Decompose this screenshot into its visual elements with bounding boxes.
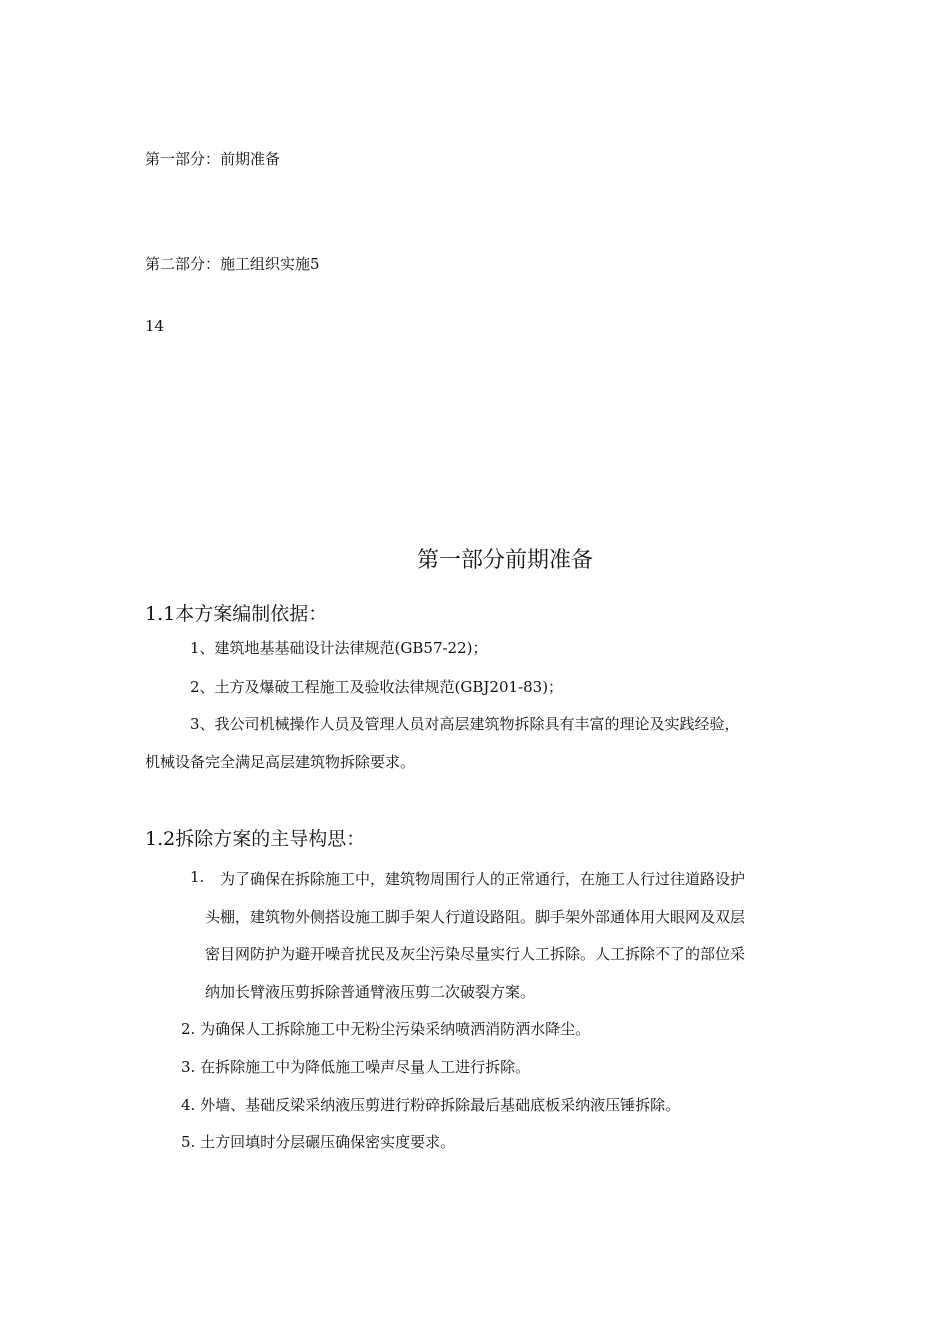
section-1-item-3-line-2: 机械设备完全满足高层建筑物拆除要求。 (145, 753, 416, 771)
section-2-item-1-line-4: 纳加长臂液压剪拆除普通臂液压剪二次破裂方案。 (205, 983, 536, 1001)
section-2-item-2: 2. 为确保人工拆除施工中无粉尘污染采纳喷洒消防洒水降尘。 (181, 1020, 591, 1038)
section-2-item-1-line-3: 密目网防护为避开噪音扰民及灰尘污染尽量实行人工拆除。人工拆除不了的部位采 (205, 945, 746, 963)
section-2-heading: 1.2拆除方案的主导构思： (145, 828, 366, 850)
toc-page-number: 14 (145, 317, 165, 335)
section-2-item-1-number: 1. (190, 868, 205, 886)
section-2-item-4: 4. 外墙、基础反梁采纳液压剪进行粉碎拆除最后基础底板采纳液压锤拆除。 (181, 1096, 681, 1114)
section-1-item-3-line-1: 3、我公司机械操作人员及管理人员对高层建筑物拆除具有丰富的理论及实践经验， (190, 715, 740, 733)
section-1-heading: 1.1本方案编制依据： (145, 603, 328, 625)
toc-line-1: 第一部分：前期准备 (145, 150, 281, 168)
toc-line-2: 第二部分：施工组织实施5 (145, 255, 320, 273)
section-2-item-3: 3. 在拆除施工中为降低施工噪声尽量人工进行拆除。 (181, 1058, 531, 1076)
section-2-item-1-line-2: 头棚，建筑物外侧搭设施工脚手架人行道设路阻。脚手架外部通体用大眼网及双层 (205, 908, 746, 926)
section-1-item-1: 1、建筑地基基础设计法律规范(GB57-22)； (190, 639, 488, 657)
page-title: 第一部分前期准备 (416, 548, 593, 573)
section-2-item-5: 5. 土方回填时分层碾压确保密实度要求。 (181, 1133, 456, 1151)
section-1-item-2: 2、土方及爆破工程施工及验收法律规范(GBJ201-83)； (190, 678, 564, 696)
section-2-item-1-line-1: 为了确保在拆除施工中，建筑物周围行人的正常通行，在施工人行过往道路设护 (220, 870, 746, 888)
